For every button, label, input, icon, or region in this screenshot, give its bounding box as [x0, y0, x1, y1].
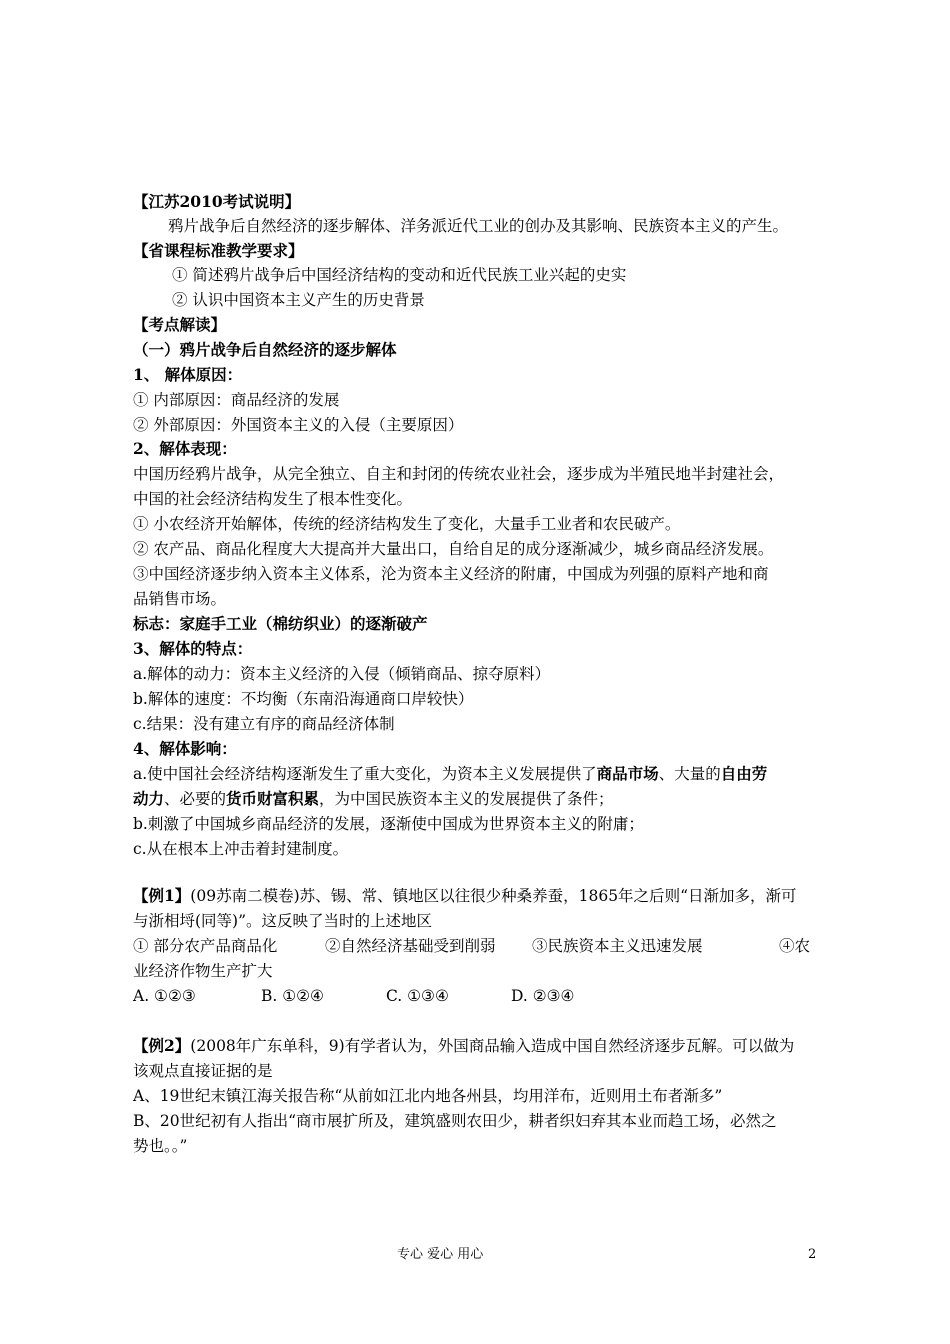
text-run: 、必要的	[164, 790, 227, 808]
text-line: c.从在根本上冲击着封建制度。	[133, 840, 349, 858]
text-line: ② 农产品、商品化程度大大提高并大量出口，自给自足的成分逐渐减少，城乡商品经济发展。	[133, 540, 774, 558]
text-run: ，为中国民族资本主义的发展提供了条件；	[319, 790, 614, 808]
ex1-answer-b: B. ①②④	[261, 987, 324, 1005]
text-run: (09苏南二模卷)苏、锡、常、镇地区以往很少种桑养蚕，1865年之后则“日渐加多，渐可	[190, 887, 797, 905]
text-line: c.结果：没有建立有序的商品经济体制	[133, 715, 395, 733]
text-run: 自由劳	[720, 764, 768, 783]
text-line: 4、解体影响：	[133, 739, 237, 758]
text-line: 品销售市场。	[133, 590, 227, 608]
ex1-answer-d: D. ②③④	[511, 987, 575, 1005]
text-line: ① 小农经济开始解体，传统的经济结构发生了变化，大量手工业者和农民破产。	[133, 515, 681, 533]
text-line: 鸦片战争后自然经济的逐步解体、洋务派近代工业的创办及其影响、民族资本主义的产生。	[168, 217, 789, 235]
text-line: ② 外部原因：外国资本主义的入侵（主要原因）	[133, 416, 464, 434]
text-line: （一）鸦片战争后自然经济的逐步解体	[133, 340, 397, 359]
page-number: 2	[808, 1247, 817, 1262]
text-run: (2008年广东单科，9)有学者认为，外国商品输入造成中国自然经济逐步瓦解。可以做为	[190, 1037, 795, 1055]
text-line: 势也。。”	[133, 1137, 188, 1155]
text-line: B、20世纪初有人指出“商市展扩所及，建筑盛则农田少，耕者织妇弃其本业而趋工场，必然之	[133, 1112, 777, 1130]
text-line	[133, 1035, 794, 1057]
text-line: 1、 解体原因：	[133, 365, 243, 384]
text-line: 【考点解读】	[133, 315, 227, 334]
text-line	[133, 885, 797, 907]
text-line: 【省课程标准教学要求】	[133, 241, 304, 260]
text-run: 动力	[133, 789, 165, 808]
text-run: 【例1】	[133, 886, 191, 905]
footer-slogan: 专心 爱心 用心	[397, 1247, 484, 1262]
text-line	[133, 763, 767, 785]
text-line: 3、解体的特点：	[133, 639, 253, 658]
text-line: ③中国经济逐步纳入资本主义体系，沦为资本主义经济的附庸，中国成为列强的原料产地和商	[133, 565, 769, 583]
text-line: b.刺激了中国城乡商品经济的发展，逐渐使中国成为世界资本主义的附庸；	[133, 815, 644, 833]
ex1-choice-4: ④农	[779, 937, 811, 955]
text-run: 商品市场	[596, 764, 659, 783]
text-line: b.解体的速度：不均衡（东南沿海通商口岸较快）	[133, 690, 474, 708]
text-line: ② 认识中国资本主义产生的历史背景	[172, 291, 425, 309]
text-run: a.使中国社会经济结构逐渐发生了重大变化，为资本主义发展提供了	[133, 765, 597, 783]
text-line: a.解体的动力：资本主义经济的入侵（倾销商品、掠夺原料）	[133, 665, 551, 683]
text-line: 中国的社会经济结构发生了根本性变化。	[133, 490, 413, 508]
ex1-answer-a: A. ①②③	[133, 987, 196, 1005]
text-line: 标志：家庭手工业（棉纺织业）的逐渐破产	[133, 614, 428, 633]
text-line: 2、解体表现：	[133, 439, 237, 458]
text-line: 该观点直接证据的是	[133, 1062, 273, 1080]
text-line: 业经济作物生产扩大	[133, 962, 273, 980]
ex1-choice-2: ②自然经济基础受到削弱	[325, 937, 496, 955]
text-run: 货币财富积累	[226, 789, 320, 808]
text-line: ① 内部原因：商品经济的发展	[133, 391, 340, 409]
ex1-choice-1: ① 部分农产品商品化	[133, 937, 278, 955]
ex1-answer-c: C. ①③④	[386, 987, 449, 1005]
text-line: A、19世纪末镇江海关报告称“从前如江北内地各州县，均用洋布，近则用土布者渐多”	[133, 1087, 723, 1105]
ex1-choice-3: ③民族资本主义迅速发展	[532, 937, 703, 955]
text-line	[133, 788, 614, 810]
text-run: 、大量的	[658, 765, 721, 783]
text-line: 【江苏2010考试说明】	[133, 192, 301, 211]
text-line: 与浙相埒(同等)”。这反映了当时的上述地区	[133, 912, 433, 930]
text-line: ① 简述鸦片战争后中国经济结构的变动和近代民族工业兴起的史实	[172, 266, 627, 284]
text-run: 【例2】	[133, 1036, 191, 1055]
text-line: 中国历经鸦片战争，从完全独立、自主和封闭的传统农业社会，逐步成为半殖民地半封建社会，	[133, 465, 785, 483]
